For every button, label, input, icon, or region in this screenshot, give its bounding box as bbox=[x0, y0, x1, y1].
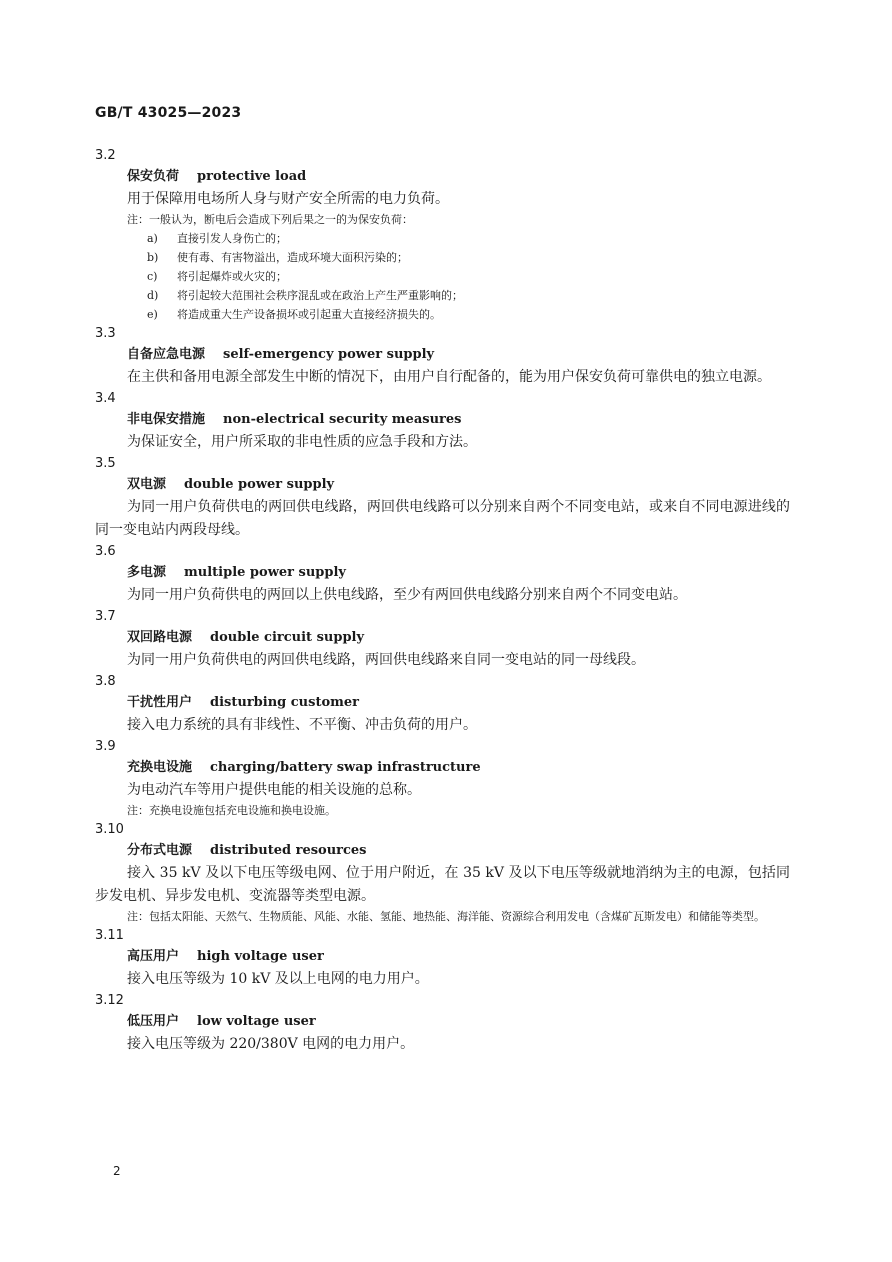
entry-number: 3.4 bbox=[95, 391, 116, 406]
term-english: non-electrical security measures bbox=[223, 412, 462, 427]
list-item-text: 将引起较大范围社会秩序混乱或在政治上产生严重影响的； bbox=[177, 289, 463, 302]
note-list-item bbox=[147, 305, 790, 324]
term-heading bbox=[95, 627, 790, 649]
term-heading bbox=[95, 344, 790, 366]
term-definition: 接入 35 kV 及以下电压等级电网、位于用户附近，在 35 kV 及以下电压等级就地消纳为主的电源，包括同步发电机、异步发电机、变流器等类型电源。 bbox=[95, 865, 790, 904]
list-marker: b) bbox=[147, 251, 159, 264]
term-definition: 为同一用户负荷供电的两回供电线路，两回供电线路来自同一变电站的同一母线段。 bbox=[127, 652, 645, 668]
term-entry bbox=[95, 607, 790, 672]
term-chinese: 非电保安措施 bbox=[127, 412, 206, 427]
entry-number: 3.8 bbox=[95, 674, 116, 689]
term-definition: 用于保障用电场所人身与财产安全所需的电力负荷。 bbox=[127, 191, 449, 207]
term-heading bbox=[95, 757, 790, 779]
entry-number: 3.11 bbox=[95, 928, 124, 943]
term-english: self-emergency power supply bbox=[223, 347, 435, 362]
term-english: multiple power supply bbox=[184, 565, 346, 580]
note-list-item bbox=[147, 286, 790, 305]
term-note: 注：包括太阳能、天然气、生物质能、风能、水能、氢能、地热能、海洋能、资源综合利用发电（含煤矿瓦斯发电）和储能等类型。 bbox=[127, 910, 765, 923]
term-entry bbox=[95, 542, 790, 607]
term-english: disturbing customer bbox=[210, 695, 360, 710]
note-list-item bbox=[147, 267, 790, 286]
entry-number: 3.2 bbox=[95, 148, 116, 163]
term-english: protective load bbox=[197, 169, 307, 184]
entry-number: 3.10 bbox=[95, 822, 124, 837]
page-number: 2 bbox=[113, 1164, 121, 1178]
term-entry bbox=[95, 820, 790, 926]
entry-number: 3.7 bbox=[95, 609, 116, 624]
term-entry bbox=[95, 991, 790, 1056]
entry-number: 3.5 bbox=[95, 456, 116, 471]
terms-content bbox=[95, 146, 790, 1056]
term-entry bbox=[95, 672, 790, 737]
term-note: 注：充换电设施包括充电设施和换电设施。 bbox=[127, 804, 336, 817]
term-entry bbox=[95, 737, 790, 820]
term-english: double circuit supply bbox=[210, 630, 365, 645]
term-chinese: 多电源 bbox=[127, 565, 167, 580]
term-entry bbox=[95, 146, 790, 324]
entry-number: 3.12 bbox=[95, 993, 124, 1008]
term-heading bbox=[95, 840, 790, 862]
term-entry bbox=[95, 454, 790, 542]
term-entry bbox=[95, 389, 790, 454]
term-entry bbox=[95, 926, 790, 991]
term-definition: 接入电压等级为 220/380V 电网的电力用户。 bbox=[127, 1036, 415, 1052]
term-definition: 接入电力系统的具有非线性、不平衡、冲击负荷的用户。 bbox=[127, 717, 477, 733]
term-chinese: 自备应急电源 bbox=[127, 347, 206, 362]
term-english: distributed resources bbox=[210, 843, 367, 858]
term-definition: 为电动汽车等用户提供电能的相关设施的总称。 bbox=[127, 782, 421, 798]
list-marker: e) bbox=[147, 308, 158, 321]
entry-number: 3.3 bbox=[95, 326, 116, 341]
term-english: high voltage user bbox=[197, 949, 324, 964]
list-item-text: 将造成重大生产设备损坏或引起重大直接经济损失的。 bbox=[177, 308, 441, 321]
term-heading bbox=[95, 166, 790, 188]
term-heading bbox=[95, 1011, 790, 1033]
list-marker: d) bbox=[147, 289, 159, 302]
term-definition: 为保证安全，用户所采取的非电性质的应急手段和方法。 bbox=[127, 434, 477, 450]
term-chinese: 双电源 bbox=[127, 477, 167, 492]
list-marker: c) bbox=[147, 270, 158, 283]
entry-number: 3.6 bbox=[95, 544, 116, 559]
term-heading bbox=[95, 474, 790, 496]
standard-code: GB/T 43025—2023 bbox=[95, 105, 242, 121]
term-heading bbox=[95, 946, 790, 968]
term-heading bbox=[95, 562, 790, 584]
term-definition: 为同一用户负荷供电的两回以上供电线路，至少有两回供电线路分别来自两个不同变电站。 bbox=[127, 587, 687, 603]
term-english: low voltage user bbox=[197, 1014, 316, 1029]
note-list bbox=[95, 229, 790, 324]
term-definition: 为同一用户负荷供电的两回供电线路，两回供电线路可以分别来自两个不同变电站，或来自不同电源进线的同一变电站内两段母线。 bbox=[95, 499, 790, 538]
term-chinese: 保安负荷 bbox=[127, 169, 180, 184]
term-chinese: 分布式电源 bbox=[127, 843, 193, 858]
term-chinese: 低压用户 bbox=[127, 1014, 180, 1029]
term-heading bbox=[95, 409, 790, 431]
note-list-item bbox=[147, 229, 790, 248]
list-item-text: 使有毒、有害物溢出，造成环境大面积污染的； bbox=[177, 251, 408, 264]
list-marker: a) bbox=[147, 232, 158, 245]
term-chinese: 充换电设施 bbox=[127, 760, 193, 775]
entry-number: 3.9 bbox=[95, 739, 116, 754]
term-english: charging/battery swap infrastructure bbox=[210, 760, 481, 775]
term-definition: 接入电压等级为 10 kV 及以上电网的电力用户。 bbox=[127, 971, 429, 987]
term-chinese: 高压用户 bbox=[127, 949, 180, 964]
list-item-text: 直接引发人身伤亡的； bbox=[177, 232, 287, 245]
term-english: double power supply bbox=[184, 477, 335, 492]
list-item-text: 将引起爆炸或火灾的； bbox=[177, 270, 287, 283]
note-list-item bbox=[147, 248, 790, 267]
term-heading bbox=[95, 692, 790, 714]
term-entry bbox=[95, 324, 790, 389]
term-chinese: 双回路电源 bbox=[127, 630, 193, 645]
term-chinese: 干扰性用户 bbox=[127, 695, 193, 710]
term-note: 注：一般认为，断电后会造成下列后果之一的为保安负荷： bbox=[127, 213, 413, 226]
term-definition: 在主供和备用电源全部发生中断的情况下，由用户自行配备的，能为用户保安负荷可靠供电的独立电源。 bbox=[127, 369, 771, 385]
